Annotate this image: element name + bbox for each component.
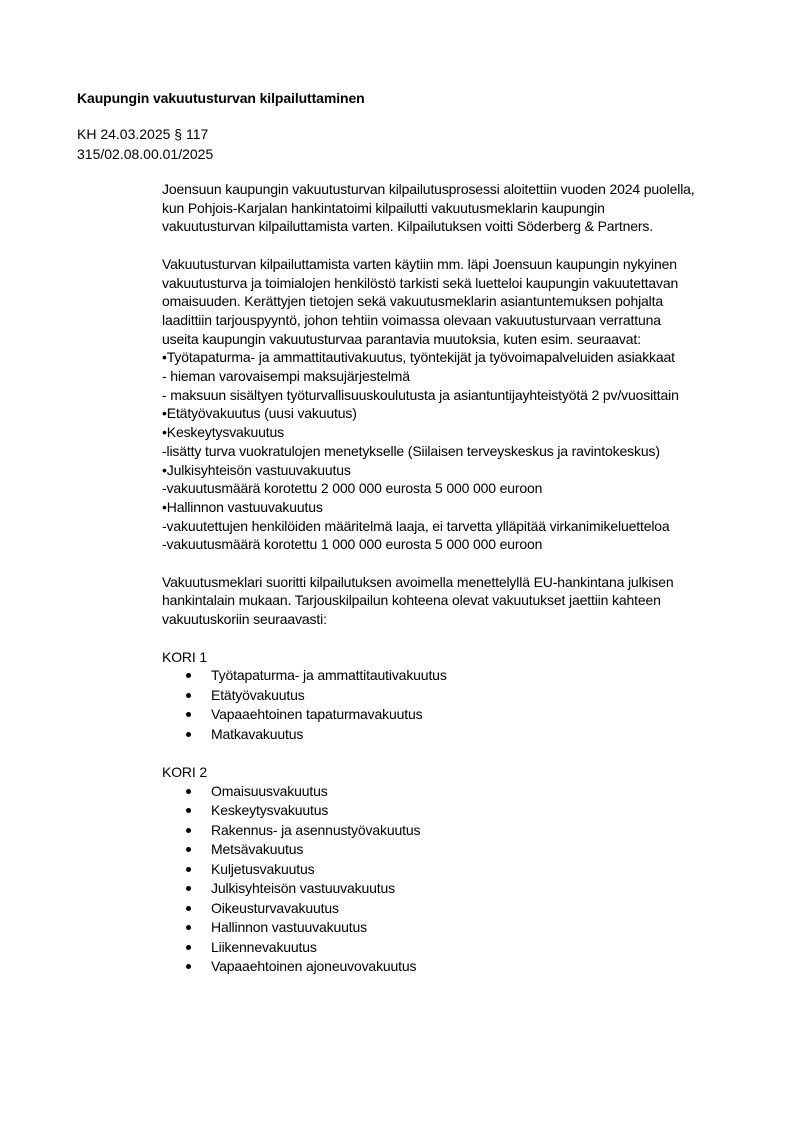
document-title: Kaupungin vakuutusturvan kilpailuttaminen — [77, 90, 365, 106]
bullet-icon — [186, 886, 191, 891]
meeting-reference: KH 24.03.2025 § 117 — [77, 126, 209, 142]
text-line: laadittiin tarjouspyyntö, johon tehtiin voimassa olevaan vakuutusturvaan verrattuna — [162, 311, 661, 328]
list-item — [162, 840, 727, 860]
text-line: vakuutusturvan kilpailuttamista varten. Kilpailutuksen voitti Söderberg & Partners. — [162, 218, 654, 235]
bullet-icon — [186, 867, 191, 872]
text-line: Vakuutusmeklari suoritti kilpailutuksen avoimella menettelyllä EU-hankintana julkisen — [162, 573, 674, 590]
paragraph-procedure — [162, 573, 727, 629]
list-item — [162, 801, 727, 821]
improvement-detail: -vakuutusmäärä korotettu 2 000 000 eurosta 5 000 000 euroon — [162, 480, 543, 497]
list-item-label: Keskeytysvakuutus — [211, 802, 329, 819]
list-item — [162, 957, 727, 977]
list-item-label: Metsävakuutus — [211, 841, 304, 858]
text-line: omaisuuden. Kerättyjen tietojen sekä vakuutusmeklarin asiantuntemuksen pohjalta — [162, 293, 664, 310]
list-item-label: Oikeusturvavakuutus — [211, 899, 339, 916]
bullet-icon — [186, 673, 191, 678]
text-line: useita kaupungin vakuutusturvaa parantavia muutoksia, kuten esim. seuraavat: — [162, 330, 641, 347]
improvement-detail: - maksuun sisältyen työturvallisuuskoulutusta ja asiantuntijayhteistyötä 2 pv/vuosittain — [162, 386, 679, 403]
paragraph-improvements — [162, 255, 727, 554]
basket-1 — [162, 648, 727, 745]
list-item-label: Etätyövakuutus — [211, 686, 305, 703]
improvement-item: •Hallinnon vastuuvakuutus — [162, 498, 323, 515]
bullet-icon — [186, 712, 191, 717]
list-item — [162, 725, 727, 745]
list-item-label: Rakennus- ja asennustyövakuutus — [211, 821, 421, 838]
list-item — [162, 666, 727, 686]
basket-2 — [162, 763, 727, 977]
list-item — [162, 686, 727, 706]
document-meta — [77, 125, 213, 164]
bullet-icon — [186, 964, 191, 969]
list-item — [162, 821, 727, 841]
text-line: vakuutuskoriin seuraavasti: — [162, 611, 327, 628]
list-item-label: Omaisuusvakuutus — [211, 782, 328, 799]
list-item-label: Työtapaturma- ja ammattitautivakuutus — [211, 667, 447, 684]
bullet-icon — [186, 789, 191, 794]
bullet-icon — [186, 693, 191, 698]
list-item-label: Liikennevakuutus — [211, 938, 317, 955]
list-item-label: Hallinnon vastuuvakuutus — [211, 919, 367, 936]
bullet-icon — [186, 847, 191, 852]
list-item-label: Julkisyhteisön vastuuvakuutus — [211, 880, 395, 897]
basket-2-list — [162, 782, 727, 977]
record-id: 315/02.08.00.01/2025 — [77, 145, 214, 162]
basket-1-list — [162, 666, 727, 744]
list-item — [162, 938, 727, 958]
improvement-detail: - hieman varovaisempi maksujärjestelmä — [162, 368, 410, 385]
improvement-detail: -vakuutettujen henkilöiden määritelmä laaja, ei tarvetta ylläpitää virkanimikeluetteloa — [162, 517, 670, 534]
improvement-detail: -lisätty turva vuokratulojen menetykselle (Siilaisen terveyskeskus ja ravintokeskus) — [162, 442, 660, 459]
bullet-icon — [186, 945, 191, 950]
bullet-icon — [186, 732, 191, 737]
list-item-label: Vapaaehtoinen tapaturmavakuutus — [211, 706, 423, 723]
text-line: Vakuutusturvan kilpailuttamista varten käytiin mm. läpi Joensuun kaupungin nykyinen — [162, 255, 677, 272]
improvement-detail: -vakuutusmäärä korotettu 1 000 000 eurosta 5 000 000 euroon — [162, 536, 543, 553]
improvement-item: •Keskeytysvakuutus — [162, 424, 285, 441]
bullet-icon — [186, 925, 191, 930]
document-body — [162, 180, 727, 995]
list-item — [162, 705, 727, 725]
text-line: hankintalain mukaan. Tarjouskilpailun kohteena olevat vakuutukset jaettiin kahteen — [162, 592, 661, 609]
improvement-item: •Työtapaturma- ja ammattitautivakuutus, työntekijät ja työvoimapalveluiden asiakkaat — [162, 349, 675, 366]
list-item — [162, 899, 727, 919]
list-item — [162, 860, 727, 880]
improvement-item: •Etätyövakuutus (uusi vakuutus) — [162, 405, 357, 422]
basket-1-title: KORI 1 — [162, 648, 208, 665]
paragraph-background — [162, 180, 727, 236]
list-item — [162, 918, 727, 938]
list-item-label: Matkavakuutus — [211, 725, 304, 742]
bullet-icon — [186, 808, 191, 813]
text-line: kun Pohjois-Karjalan hankintatoimi kilpailutti vakuutusmeklarin kaupungin — [162, 199, 605, 216]
basket-2-title: KORI 2 — [162, 763, 208, 780]
list-item — [162, 782, 727, 802]
list-item — [162, 879, 727, 899]
bullet-icon — [186, 906, 191, 911]
improvement-item: •Julkisyhteisön vastuuvakuutus — [162, 461, 351, 478]
bullet-icon — [186, 828, 191, 833]
list-item-label: Kuljetusvakuutus — [211, 860, 315, 877]
text-line: vakuutusturva ja toimialojen henkilöstö tarkisti sekä luetteloi kaupungin vakuutettavan — [162, 274, 679, 291]
text-line: Joensuun kaupungin vakuutusturvan kilpailutusprosessi aloitettiin vuoden 2024 puolella, — [162, 181, 695, 197]
list-item-label: Vapaaehtoinen ajoneuvovakuutus — [211, 958, 417, 975]
